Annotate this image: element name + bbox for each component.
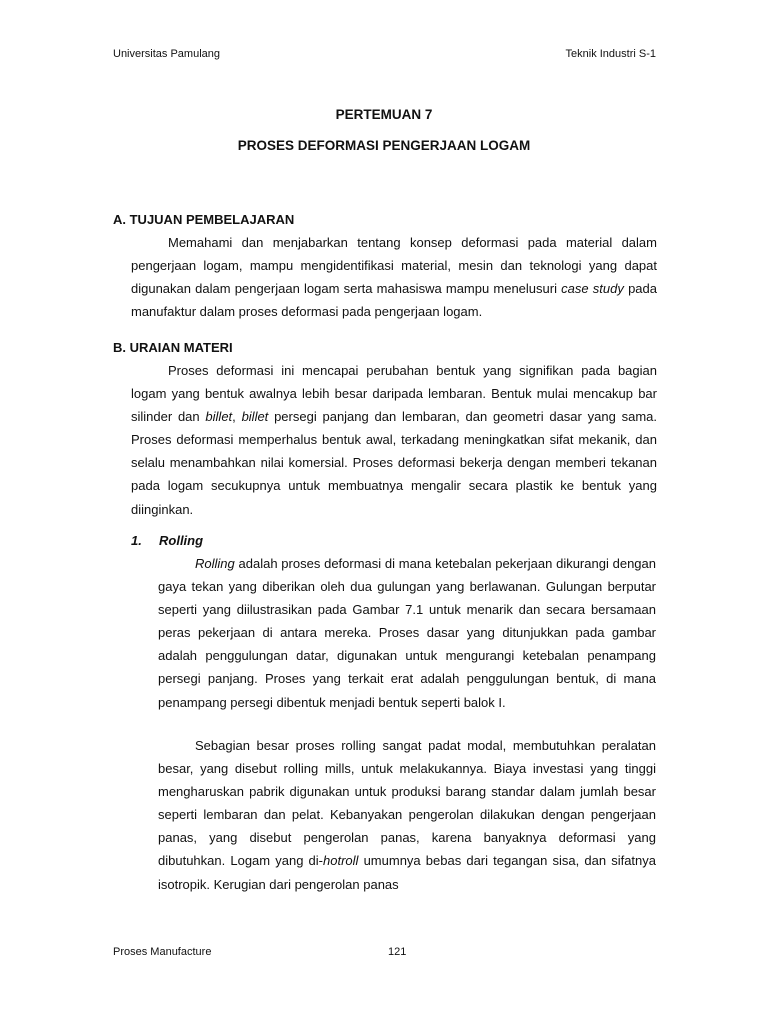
italic-term: hotroll <box>323 853 359 869</box>
section-b-heading: B. URAIAN MATERI <box>113 340 233 355</box>
section-a-paragraph <box>131 231 657 323</box>
rolling-paragraph-1 <box>158 552 656 714</box>
text-run: adalah proses deformasi di mana ketebalan pekerjaan dikurangi dengan gaya tekan yang diberikan oleh dua gulungan yang berlawanan. Gulungan berputar seperti yang diilustrasikan pada Gambar 7.1 untuk menarik dan secara bersamaan peras pekerjaan di antara mereka. Proses dasar yang ditunjukkan pada gambar adalah penggulungan datar, digunakan untuk mengurangi ketebalan penampang persegi panjang. Proses yang terkait erat adalah penggulungan bentuk, di mana penampang persegi dibentuk menjadi bentuk seperti balok I. <box>158 556 656 710</box>
text-run: , <box>232 409 242 425</box>
text-run: umumnya bebas dari tegangan sisa, dan sifatnya isotropik. Kerugian dari pengerolan panas <box>158 853 656 892</box>
text-run: Proses deformasi ini mencapai perubahan bentuk yang signifikan pada bagian logam yang bentuk awalnya lebih besar daripada lembaran. Bentuk mulai mencakup bar silinder dan <box>131 363 657 425</box>
text-run: Sebagian besar proses rolling sangat padat modal, membutuhkan peralatan besar, yang disebut rolling mills, untuk melakukannya. Biaya investasi yang tinggi mengharuskan pabrik digunakan untuk produksi barang standar dalam jumlah besar seperti lembaran dan pelat. Kebanyakan pengerolan dilakukan dengan pengerjaan panas, yang disebut pengerolan panas, karena banyaknya deformasi yang dibutuhkan. Logam yang di- <box>158 738 656 869</box>
italic-term: billet <box>241 409 269 425</box>
section-a-heading: A. TUJUAN PEMBELAJARAN <box>113 212 295 227</box>
subsection-rolling-heading <box>131 533 203 548</box>
page-number: 121 <box>388 946 407 958</box>
italic-term: billet <box>205 409 233 425</box>
rolling-paragraph-2 <box>158 734 656 896</box>
subsection-number: 1. <box>131 533 142 548</box>
meeting-title: PERTEMUAN 7 <box>335 107 433 122</box>
chapter-title: PROSES DEFORMASI PENGERJAAN LOGAM <box>237 138 531 153</box>
text-run: pada manufaktur dalam proses deformasi pada pengerjaan logam. <box>131 281 657 320</box>
text-run: persegi panjang dan lembaran, dan geometri dasar yang sama. Proses deformasi memperhalus bentuk awal, terkadang meningkatkan sifat mekanik, dan selalu menambahkan nilai komersial. Proses deformasi bekerja dengan memberi tekanan pada logam secukupnya untuk membuatnya mengalir secara plastik ke bentuk yang diinginkan. <box>131 409 657 517</box>
header-department: Teknik Industri S-1 <box>565 48 656 60</box>
text-run: Memahami dan menjabarkan tentang konsep deformasi pada material dalam pengerjaan logam, mampu mengidentifikasi material, mesin dan teknologi yang dapat digunakan dalam pengerjaan logam serta mahasiswa mampu menelusuri <box>131 235 657 297</box>
section-b-paragraph <box>131 359 657 521</box>
footer-course: Proses Manufacture <box>113 946 212 958</box>
italic-term: Rolling <box>195 556 235 571</box>
italic-term: case study <box>561 281 624 297</box>
header-university: Universitas Pamulang <box>113 48 220 60</box>
subsection-title: Rolling <box>159 533 204 548</box>
